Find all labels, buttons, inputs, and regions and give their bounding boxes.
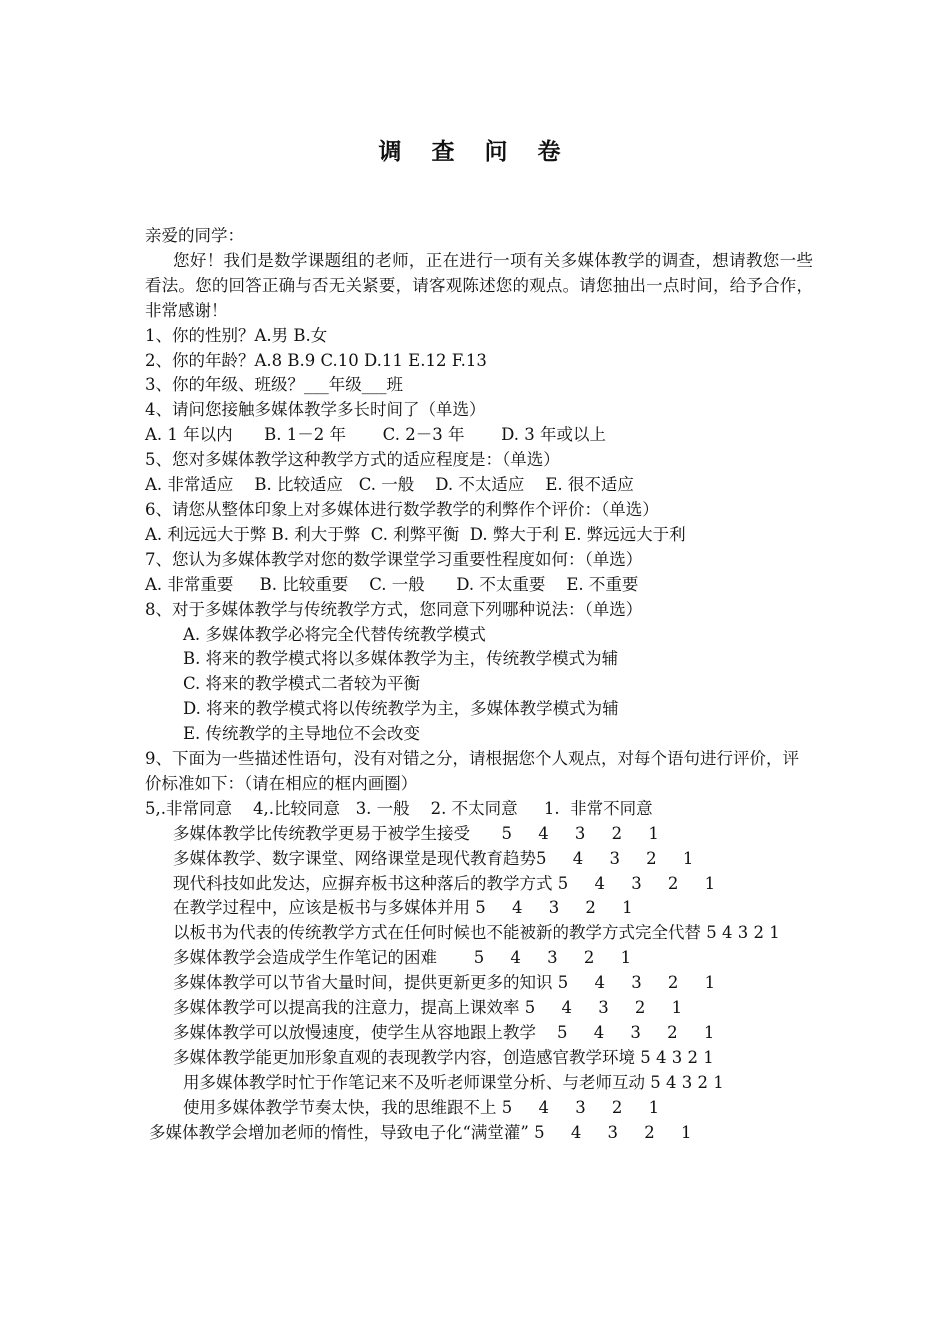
question-7: 7、您认为多媒体教学对您的数学课堂学习重要性程度如何：（单选） <box>145 549 643 569</box>
statement-item: 在教学过程中，应该是板书与多媒体并用 5 4 3 2 1 <box>173 898 633 918</box>
statement-item: 多媒体教学会增加老师的惰性，导致电子化“满堂灌” 5 4 3 2 1 <box>149 1122 692 1142</box>
statement-item: 现代科技如此发达，应摒弃板书这种落后的教学方式 5 4 3 2 1 <box>173 873 716 893</box>
statement-item: 多媒体教学能更加形象直观的表现教学内容，创造感官教学环境 5 4 3 2 1 <box>173 1047 714 1067</box>
question-6: 6、请您从整体印象上对多媒体进行数学教学的利弊作个评价：（单选） <box>145 499 659 519</box>
statement-item: 多媒体教学可以放慢速度，使学生从容地跟上教学 5 4 3 2 1 <box>173 1023 715 1042</box>
questionnaire-body <box>145 224 813 1146</box>
question-8-option: D. 将来的教学模式将以传统教学为主，多媒体教学模式为辅 <box>183 699 619 719</box>
statement-item: 多媒体教学、数字课堂、网络课堂是现代教育趋势5 4 3 2 1 <box>173 848 694 868</box>
question-8-option: B. 将来的教学模式将以多媒体教学为主，传统教学模式为辅 <box>183 649 619 669</box>
greeting: 亲爱的同学： <box>145 226 244 245</box>
statement-item: 多媒体教学可以提高我的注意力，提高上课效率 5 4 3 2 1 <box>173 998 683 1018</box>
question-7-options: A. 非常重要 B. 比较重要 C. 一般 D. 不太重要 E. 不重要 <box>145 574 639 594</box>
intro-paragraph: 您好！我们是数学课题组的老师，正在进行一项有关多媒体教学的调查，想请教您一些看法。您的回答正确与否无关紧要，请客观陈述您的观点。请您抽出一点时间，给予合作，非常感谢！ <box>145 250 813 320</box>
statement-item: 多媒体教学会造成学生作笔记的困难 5 4 3 2 1 <box>173 948 632 968</box>
question-4-options: A. 1 年以内 B. 1－2 年 C. 2－3 年 D. 3 年或以上 <box>145 425 607 445</box>
statement-item: 使用多媒体教学节奏太快，我的思维跟不上 5 4 3 2 1 <box>183 1097 660 1117</box>
statement-item: 多媒体教学可以节省大量时间，提供更新更多的知识 5 4 3 2 1 <box>173 973 716 993</box>
question-8-option: C. 将来的教学模式二者较为平衡 <box>183 674 421 694</box>
question-8-option: A. 多媒体教学必将完全代替传统教学模式 <box>183 624 486 644</box>
question-5: 5、您对多媒体教学这种教学方式的适应程度是：（单选） <box>145 450 560 470</box>
question-8: 8、对于多媒体教学与传统教学方式，您同意下列哪种说法：（单选） <box>145 599 643 619</box>
question-4: 4、请问您接触多媒体教学多长时间了（单选） <box>145 400 486 420</box>
question-6-options: A. 利远远大于弊 B. 利大于弊 C. 利弊平衡 D. 弊大于利 E. 弊远远大于利 <box>145 524 686 544</box>
page-title: 调 查 问 卷 <box>378 138 572 165</box>
question-5-options: A. 非常适应 B. 比较适应 C. 一般 D. 不太适应 E. 很不适应 <box>145 475 634 495</box>
statement-item: 多媒体教学比传统教学更易于被学生接受 5 4 3 2 1 <box>173 823 659 843</box>
statement-item: 用多媒体教学时忙于作笔记来不及听老师课堂分析、与老师互动 5 4 3 2 1 <box>183 1072 724 1092</box>
statement-item: 以板书为代表的传统教学方式在任何时候也不能被新的教学方式完全代替 5 4 3 2 1 <box>173 923 780 943</box>
question-2: 2、你的年龄？A.8 B.9 C.10 D.11 E.12 F.13 <box>145 350 487 370</box>
rating-scale: 5,.非常同意 4,.比较同意 3. 一般 2. 不太同意 1. 非常不同意 <box>145 798 653 818</box>
question-9: 9、下面为一些描述性语句，没有对错之分，请根据您个人观点，对每个语句进行评价，评价标准如下：（请在相应的框内画圈） <box>145 749 799 793</box>
question-1: 1、你的性别？A.男 B.女 <box>145 325 328 345</box>
question-3: 3、你的年级、班级？___年级___班 <box>145 375 403 395</box>
question-8-option: E. 传统教学的主导地位不会改变 <box>183 724 421 744</box>
